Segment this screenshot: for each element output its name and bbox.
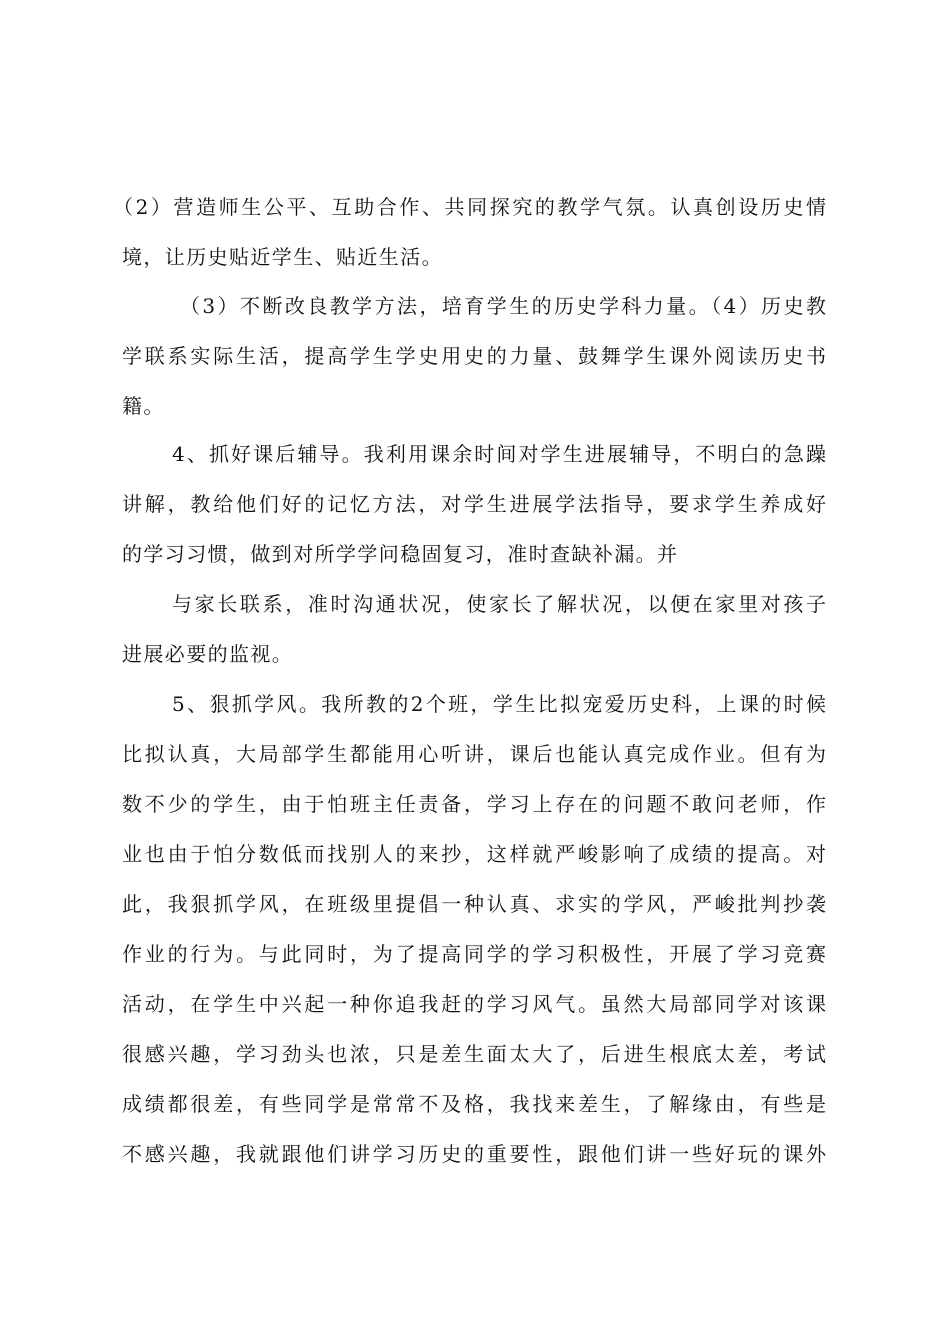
text-line: （3）不断改良教学方法，培育学生的历史学科力量。（4）历史教 [180,294,826,318]
text-line: 讲解，教给他们好的记忆方法，对学生进展学法指导，要求学生养成好 [122,492,826,516]
text-line: 学联系实际生活，提高学生学史用史的力量、鼓舞学生课外阅读历史书 [122,344,826,368]
text-line: 业也由于怕分数低而找别人的来抄，这样就严峻影响了成绩的提高。对 [122,842,826,866]
text-line: 4、抓好课后辅导。我利用课余时间对学生进展辅导，不明白的急躁 [172,442,826,466]
text-line: 不感兴趣，我就跟他们讲学习历史的重要性，跟他们讲一些好玩的课外 [122,1142,826,1166]
text-line: 与家长联系，准时沟通状况，使家长了解状况，以便在家里对孩子 [172,592,826,616]
text-line: （2）营造师生公平、互助合作、共同探究的教学气氛。认真创设历史情 [113,195,826,219]
text-line: 很感兴趣，学习劲头也浓，只是差生面太大了，后进生根底太差，考试 [122,1042,826,1066]
text-line: 5、狠抓学风。我所教的2个班，学生比拟宠爱历史科，上课的时候 [172,692,826,716]
text-line: 成绩都很差，有些同学是常常不及格，我找来差生，了解缘由，有些是 [122,1092,826,1116]
text-line: 作业的行为。与此同时，为了提高同学的学习积极性，开展了学习竞赛 [122,942,826,966]
text-line: 活动，在学生中兴起一种你追我赶的学习风气。虽然大局部同学对该课 [122,992,826,1016]
text-line: 此，我狠抓学风，在班级里提倡一种认真、求实的学风，严峻批判抄袭 [122,892,826,916]
text-line: 的学习习惯，做到对所学学问稳固复习，准时查缺补漏。并 [122,542,679,566]
text-line: 数不少的学生，由于怕班主任责备，学习上存在的问题不敢问老师，作 [122,792,826,816]
text-line: 境，让历史贴近学生、贴近生活。 [122,245,443,269]
text-line: 籍。 [122,394,165,418]
text-line: 比拟认真，大局部学生都能用心听讲，课后也能认真完成作业。但有为 [122,742,826,766]
text-line: 进展必要的监视。 [122,642,294,666]
